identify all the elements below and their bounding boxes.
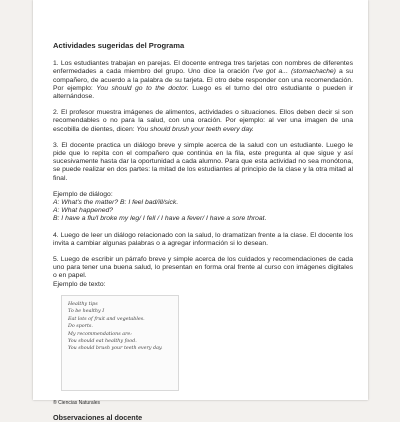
activity-5 bbox=[53, 256, 353, 289]
activity-4: 4. Luego de leer un diálogo relacionado con la salud, lo dramatizan frente a la clase. El docente los invita a cambiar algunas palabras o a agregar información si lo desean. bbox=[53, 231, 353, 247]
activity-1-text-c: Luego es el turno del otro estudiante o pueden ir alternándose. bbox=[53, 84, 353, 101]
dialog-example bbox=[53, 191, 353, 224]
example-text-box bbox=[61, 295, 179, 391]
example-line: Healthy tips bbox=[68, 301, 98, 307]
example-line: Do sports. bbox=[68, 324, 93, 330]
activity-3: 3. El docente practica un diálogo breve y simple acerca de la salud con un estudiante. Luego le pide que lo repita con el compañero que continúa en la fila, este pregunta al que sigue y así sucesivamente hasta dar la oportunidad a cada alumno. Para que esta actividad no sea monótona, se puede realizar en dos partes: la mitad de los estudiantes al principio de la clase y la otra mitad al final. bbox=[53, 141, 353, 182]
example-line: To be healthy I bbox=[68, 309, 105, 315]
teacher-notes-heading: Observaciones al docente bbox=[53, 413, 143, 422]
activity-2-example: You should brush your teeth every day. bbox=[136, 125, 254, 133]
activity-5-text: 5. Luego de escribir un párrafo breve y simple acerca de los cuidados y recomendaciones de cada uno para tener una buena salud, lo presentan en forma oral frente al curso con imágenes digitales o en papel. bbox=[53, 256, 353, 280]
image-caption: ® Ciencias Naturales bbox=[53, 399, 101, 406]
example-title: Ejemplo de texto: bbox=[53, 280, 106, 288]
dialog-line-2: A: What happened? bbox=[53, 207, 114, 215]
dialog-title: Ejemplo de diálogo: bbox=[53, 190, 113, 198]
dialog-line-1: A: What's the matter? B: I feel bad/ill/sick. bbox=[53, 199, 179, 207]
dialog-line-3: B: I have a flu/I broke my leg/ I fell / I have a fever/ I have a sore throat. bbox=[53, 215, 267, 223]
activity-1-text-b: a su compañero, de acuerdo a la palabra de su tarjeta. El otro debe responder con una recomendación. Por ejemplo: bbox=[53, 68, 353, 92]
activity-2 bbox=[53, 109, 353, 134]
section-heading: Actividades sugeridas del Programa bbox=[53, 41, 185, 50]
activity-1 bbox=[53, 60, 353, 101]
activity-2-text: 2. El profesor muestra imágenes de alimentos, actividades o situaciones. Ellos deben decir si son recomendables o no para la salud, con una oración. Por ejemplo: al ver una imagen de una escobilla de dientes, dicen: bbox=[53, 109, 353, 133]
activity-1-text-a: 1. Los estudiantes trabajan en parejas. El docente entrega tres tarjetas con nombres de diferentes enfermedades a cada miembro del grupo. Uno dice la oración bbox=[53, 60, 353, 76]
page-content bbox=[53, 42, 353, 422]
example-line: Eat lots of fruit and vegetables. bbox=[68, 316, 145, 322]
example-line: You should eat healthy food. bbox=[68, 338, 137, 344]
activity-1-phrase: I've got a... (stomachache) bbox=[252, 68, 336, 76]
example-line: My recommendations are: bbox=[68, 331, 132, 337]
example-line: You should brush your teeth every day. bbox=[68, 346, 163, 352]
document-page bbox=[33, 0, 368, 422]
activity-1-example: You should go to the doctor. bbox=[96, 84, 189, 92]
